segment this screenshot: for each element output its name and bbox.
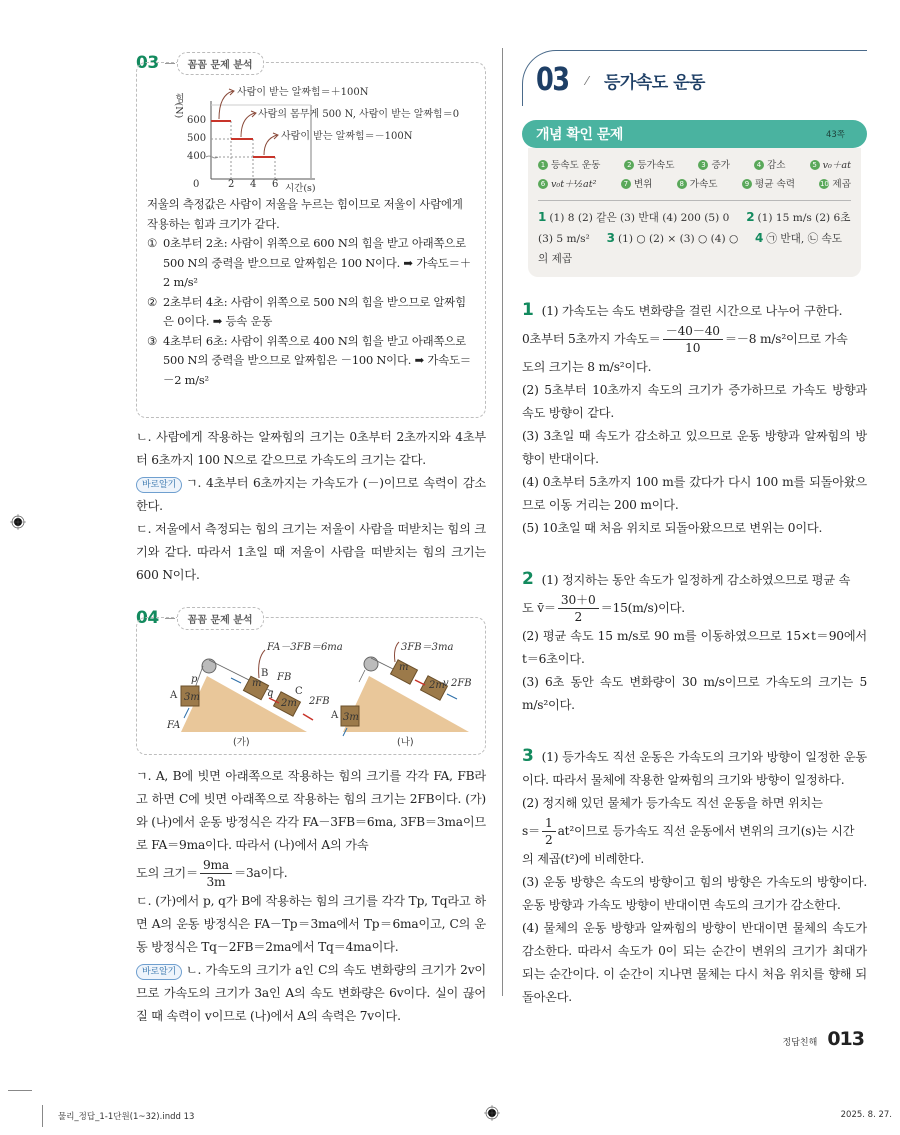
solution-paragraph-g: 바로알기 ㄱ. 4초부터 6초까지는 가속도가 (－)이므로 속력이 감소한다. [136,476,486,513]
solution-number: 2 [522,569,534,589]
problem-03-solution [136,426,486,587]
label-p: p [191,674,198,685]
answer-1: 1 (1) 8 (2) 같은 (3) 반대 (4) 200 (5) 0 [538,210,730,224]
label-q: q [267,688,274,699]
chapter-number: 03 [536,60,569,98]
crop-mark [8,1090,32,1091]
explanation-item-2: ② 2초부터 4초: 사람이 위쪽으로 500 N의 힘을 받으므로 알짜힘은 0이다. ➡ 등속 운동 [147,294,466,328]
label-c: C [295,686,303,697]
block-b-mass: m [252,678,262,689]
concept-title: 개념 확인 문제 [536,127,623,143]
crop-mark [42,1105,43,1127]
key-term: 1 등속도 운동 [538,156,600,175]
solution-paragraph-n: ㄴ. 사람에게 작용하는 알짜힘의 크기는 0초부터 2초까지와 4초부터 6초까지 100 N으로 같으므로 가속도의 크기는 같다. [136,430,486,467]
y-tick-400: 400 [187,151,207,162]
block-a-mass-na: 3m [343,712,359,723]
concept-page-ref: 43쪽 [825,130,845,140]
x-tick-6: 6 [272,179,279,190]
solution-number: 3 [522,746,534,766]
key-terms [538,156,851,194]
slug-filename: 물리_정답_1-1단원(1~32).indd 13 [58,1112,195,1122]
problem-number: 03 [136,53,159,73]
explanation-item-1: ① 0초부터 2초: 사람이 위쪽으로 600 N의 힘을 받고 아래쪽으로 500 N의 중력을 받으므로 알짜힘은 100 N이다. ➡ 가속도＝＋2 m/s² [147,236,471,289]
key-term: 6 v₀t＋½at² [538,175,596,194]
key-terms-row-2 [538,175,851,194]
velocity-label: v [443,678,449,689]
key-terms-row-1 [538,156,851,175]
graph-note-1: 사람이 받는 알짜힘＝＋100N [237,87,369,98]
solution-1: 1 (1) 가속도는 속도 변화량을 걸린 시간으로 나누어 구한다. 0초부터 5초까지 가속도＝ $\frac{-40-40}{10}$ ＝－8 m/s²이므로 가속 도의 크기는 8 m/s²이다. (2) 5초부터 10초까지 속도의 크기가 증가하므로 가속도 방향과 속도 방향이 같다. (3) 3초일 때 속도가 감소하고 있으므로 운동 방향과 알짜힘의 방향이 반대이다. (4) 0초부터 5초까지 100 m를 갔다가 다시 100 m를 되돌아왔으므로 이동 거리는 200 m이다. (5) 10초일 때 처음 위치로 되돌아왔으므로 변위는 0이다. [522,300,867,535]
explanation-item-3: ③ 4초부터 6초: 사람이 위쪽으로 400 N의 힘을 받고 아래쪽으로 500 N의 중력을 받으므로 알짜힘은 －100 N이다. ➡ 가속도＝－2 m/s² [147,333,471,387]
analysis-label: 꼼꼼 문제 분석 [177,52,264,75]
solution-number: 1 [522,300,534,320]
block-c-mass: 2m [281,698,297,709]
y-tick-600: 600 [187,115,207,126]
fraction: $\frac{30+0}{2}$ [558,592,599,625]
answer-2: 2 (1) 15 m/s (2) 6초 (3) 5 m/s² [538,210,851,245]
slash-icon: ⁄ [586,74,589,88]
page-number: 013 [827,1028,864,1050]
force-c-ga: 2FB [309,696,330,707]
solution-3: 3 (1) 등가속도 직선 운동은 가속도의 크기와 방향이 일정한 운동이다. 따라서 물체에 작용한 알짜힘의 크기와 방향이 일정하다. (2) 정지해 있던 물체가 등가속도 직선 운동을 하면 위치는 s＝ $\frac{1}{2}$ at²이므로 등가속도 직선 운동에서 변위의 크기(s)는 시간 의 제곱(t²)에 비례한다. (3) 운동 방향은 속도의 방향이고 힘의 방향은 가속도의 방향이다. 운동 방향과 가속도 방향이 반대이면 속도의 크기가 감소한다. (4) 물체의 운동 방향과 알짜힘의 방향이 반대이면 물체의 속도가 감소한다. 따라서 속도가 0이 되는 순간이 변위의 크기가 최대가 되는 순간이다. 이 순간이 지나면 물체는 다시 처음 위치를 향해 되돌아온다. [522,746,867,1004]
force-c-na: 2FB [451,678,472,689]
x-tick-0: 0 [193,179,200,190]
graph-note-2: 사람의 몸무게 500 N, 사람이 받는 알짜힘＝0 [258,109,460,120]
solution-paragraph-d: ㄷ. 저울에서 측정되는 힘의 크기는 저울이 사람을 떠받치는 힘의 크기와 같다. 따라서 1초일 때 저울이 사람을 떠받치는 힘의 크기는 600 N이다. [136,522,486,582]
analysis-label: 꼼꼼 문제 분석 [177,607,264,630]
solution-paragraph-g: ㄱ. A, B에 빗면 아래쪽으로 작용하는 힘의 크기를 각각 FA, FB라고 하면 C에 빗면 아래쪽으로 작용하는 힘의 크기는 2FB이다. (가)와 (나)에서 운동 방정식은 각각 FA－3FB＝6ma, 3FB＝3ma이므로 FA＝9ma이다. 따라서 (나)에서 A의 가속 도의 크기＝ $\frac{9ma}{3m}$ ＝3a이다. [136,769,486,889]
caption-na: (나) [397,737,414,748]
concept-check-bar [522,120,867,148]
block-a-mass: 3m [184,692,200,703]
key-term: 4 감소 [754,156,786,175]
fraction: $\frac{-40-40}{10}$ [663,323,723,356]
solution-paragraph-d: ㄷ. (가)에서 p, q가 B에 작용하는 힘의 크기를 각각 Tp, Tq라고 하면 A의 운동 방정식은 FA－Tp＝3ma에서 Tp＝6ma이고, C의 운동 방정식은 Tq－2FB＝2ma에서 Tq＝4ma이다. [136,894,486,954]
label-b: B [261,668,269,679]
block-b-mass-na: m [399,662,409,673]
equation-ga: FA－3FB＝6ma [267,642,343,653]
problem-04-analysis-box [136,617,486,755]
key-term: 5 v₀＋at [810,156,851,175]
x-tick-2: 2 [228,179,235,190]
problem-number: 04 [136,608,159,628]
correction-badge: 바로알기 [136,477,182,493]
graph-note-3: 사람이 받는 알짜힘＝－100N [281,131,413,142]
force-time-graph [165,81,465,194]
y-tick-500: 500 [187,133,207,144]
caption-ga: (가) [233,737,250,748]
answer-4: 4 ㉠ 반대, ㉡ 속도의 제곱 [538,231,842,265]
key-term: 9 평균 속력 [742,175,795,194]
correction-badge: 바로알기 [136,964,182,980]
fraction: $\frac{9ma}{3m}$ [200,857,232,890]
force-a: FA [167,720,181,731]
column-divider [502,48,503,996]
problem-04-solution [136,765,486,1028]
x-tick-4: 4 [250,179,257,190]
answer-3: 3 (1) ○ (2) × (3) ○ (4) ○ [606,231,739,245]
incline-diagram [147,636,477,746]
key-term: 2 등가속도 [624,156,674,175]
chapter-title: 등가속도 운동 [604,73,705,93]
x-axis-label: 시간(s) [285,183,316,194]
label-a-na: A [331,710,339,721]
fraction: $\frac{1}{2}$ [542,815,556,848]
answer-list [538,207,851,269]
key-term: 3 증가 [698,156,730,175]
solution-2: 2 (1) 정지하는 동안 속도가 일정하게 감소하였으므로 평균 속 도 v̄＝ $\frac{30+0}{2}$ ＝15(m/s)이다. (2) 평균 속도 15 m/s로 90 m를 이동하였으므로 15×t＝90에서 t＝6초이다. (3) 6초 동안 속도 변화량이 30 m/s이므로 가속도의 크기는 5 m/s²이다. [522,569,867,712]
concept-answer-box [528,148,861,277]
key-term: 10 제곱 [819,179,851,190]
registration-mark-icon [10,514,26,530]
slug-date: 2025. 8. 27. [840,1110,892,1120]
right-column [522,50,867,1009]
block-c-mass-na: 2m [429,680,445,691]
footer-label: 정답친해 [782,1038,818,1048]
explanation-intro: 저울의 측정값은 사람이 저울을 누르는 힘이므로 저울이 사람에게 작용하는 힘과 크기가 같다. [147,197,463,231]
key-term: 7 변위 [621,175,653,194]
registration-mark-icon [484,1105,500,1121]
label-a: A [170,690,178,701]
y-axis-label: 힘(N) [173,93,184,119]
left-column [136,50,486,1028]
problem-03-explanation [147,195,475,390]
separator [538,200,851,201]
key-term: 8 가속도 [677,175,718,194]
problem-03-analysis-box [136,62,486,418]
chapter-header [522,50,867,110]
page-footer [783,1028,864,1050]
force-b-ga: FB [277,672,292,683]
equation-na: 3FB＝3ma [401,642,454,653]
solution-paragraph-n: 바로알기 ㄴ. 가속도의 크기가 a인 C의 속도 변화량의 크기가 2v이므로 가속도의 크기가 3a인 A의 속도 변화량은 6v이다. 실이 끊어질 때 속력이 v이므로 (나)에서 A의 속력은 7v이다. [136,963,486,1023]
